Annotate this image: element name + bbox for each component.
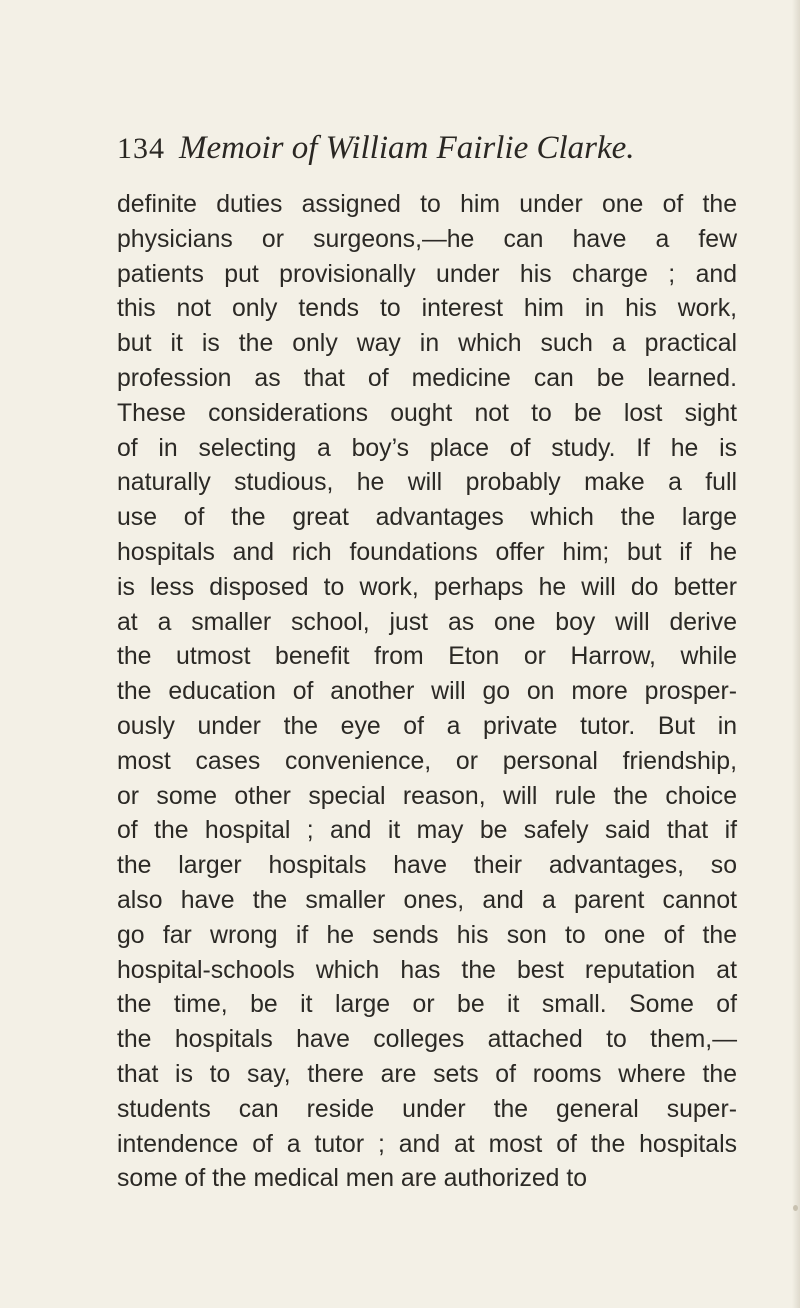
- text-line: also have the smaller ones, and a parent cannot: [117, 886, 737, 914]
- text-line: students can reside under the general super-: [117, 1095, 737, 1123]
- text-line: this not only tends to interest him in his work,: [117, 295, 737, 323]
- text-line: the time, be it large or be it small. Some of: [117, 991, 737, 1019]
- text-line: of in selecting a boy’s place of study. If he is: [117, 434, 737, 462]
- running-title: Memoir of William Fairlie Clarke.: [179, 130, 635, 166]
- text-line: go far wrong if he sends his son to one of the: [117, 921, 737, 949]
- text-line: hospitals and rich foundations offer him; but if he: [117, 538, 737, 566]
- page-edge: [792, 0, 800, 1308]
- text-line: patients put provisionally under his charge ; and: [117, 260, 737, 288]
- text-line: profession as that of medicine can be learned.: [117, 364, 737, 392]
- margin-mark: [793, 1205, 798, 1211]
- text-line: that is to say, there are sets of rooms where the: [117, 1060, 737, 1088]
- page-number: 134: [117, 132, 165, 165]
- text-line: but it is the only way in which such a practical: [117, 330, 737, 358]
- text-line: most cases convenience, or personal friendship,: [117, 747, 737, 775]
- text-line: the education of another will go on more prosper-: [117, 678, 737, 706]
- text-line: ously under the eye of a private tutor. But in: [117, 712, 737, 740]
- text-line: the utmost benefit from Eton or Harrow, while: [117, 643, 737, 671]
- text-line: hospital-schools which has the best reputation at: [117, 956, 737, 984]
- text-line: or some other special reason, will rule the choice: [117, 782, 737, 810]
- text-line: at a smaller school, just as one boy will derive: [117, 608, 737, 636]
- text-line: use of the great advantages which the large: [117, 504, 737, 532]
- body-text: [117, 188, 737, 1197]
- text-line: some of the medical men are authorized to: [117, 1165, 588, 1193]
- text-line: the hospitals have colleges attached to them,—: [117, 1026, 737, 1054]
- text-line: of the hospital ; and it may be safely said that if: [117, 817, 737, 845]
- running-head: [117, 130, 737, 176]
- text-line: is less disposed to work, perhaps he will do better: [117, 573, 737, 601]
- text-line: the larger hospitals have their advantages, so: [117, 852, 737, 880]
- text-line: physicians or surgeons,—he can have a few: [117, 225, 737, 253]
- text-line: naturally studious, he will probably make a full: [117, 469, 737, 497]
- text-line: intendence of a tutor ; and at most of the hospitals: [117, 1130, 737, 1158]
- text-line: definite duties assigned to him under one of the: [117, 191, 737, 218]
- text-line: These considerations ought not to be lost sight: [117, 399, 737, 427]
